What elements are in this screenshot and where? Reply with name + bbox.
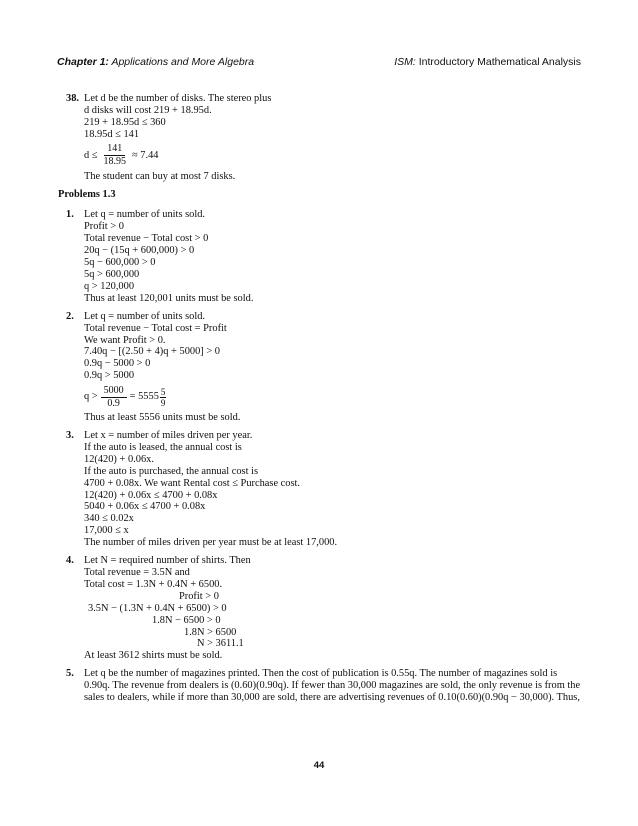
fraction	[101, 143, 130, 168]
header-book-title: Introductory Mathematical Analysis	[418, 56, 581, 68]
equation-step: N > 3611.1	[197, 638, 244, 650]
problem-5	[58, 668, 583, 704]
numerator: 5000	[101, 385, 127, 398]
text-line: Let d be the number of disks. The stereo plus	[84, 93, 272, 104]
text-line: 0.9q > 5000	[84, 370, 135, 382]
text-line: 4700 + 0.08x. We want Rental cost ≤ Purchase cost.	[84, 477, 301, 489]
header-chapter-label: Chapter 1:	[57, 56, 109, 68]
text-line: 12(420) + 0.06x.	[84, 453, 154, 465]
fraction-equation	[84, 382, 583, 412]
text-line: q > 120,000	[84, 280, 135, 292]
conclusion: The number of miles driven per year must be at least 17,000.	[84, 537, 338, 549]
text-line: 5q − 600,000 > 0	[84, 257, 156, 269]
text-line: Let q = number of units sold.	[84, 310, 206, 322]
text-line: If the auto is leased, the annual cost is	[84, 441, 242, 453]
denominator: 0.9	[107, 397, 120, 409]
conclusion: At least 3612 shirts must be sold.	[84, 650, 223, 662]
text-line: Total revenue − Total cost > 0	[84, 233, 209, 245]
denominator: 18.95	[103, 156, 126, 168]
equation-step: 3.5N − (1.3N + 0.4N + 6500) > 0	[88, 602, 227, 614]
problem-1	[58, 209, 583, 304]
text-line: 18.95d ≤ 141	[84, 128, 140, 140]
conclusion: The student can buy at most 7 disks.	[84, 170, 236, 182]
problem-number: 3.	[66, 430, 74, 442]
header-book-abbrev: ISM:	[394, 56, 416, 68]
text-line: 219 + 18.95d ≤ 360	[84, 116, 166, 128]
header-chapter-title: Applications and More Algebra	[111, 56, 255, 68]
text-line: Total revenue − Total cost = Profit	[84, 322, 227, 334]
problem-38	[58, 93, 583, 183]
header-book	[394, 56, 581, 68]
problem-number: 5.	[66, 668, 74, 680]
paragraph: Let q be the number of magazines printed. Then the cost of publication is 0.55q. The number of magazines sold is 0.90q. The revenue from dealers is (0.60)(0.90q). If fewer than 30,000 magazines are sold, the only revenue is from the sales to dealers, while if more than 30,000 are sold, there are advertising revenues of 0.10(0.60)(0.90q − 30,000). Thus,	[84, 668, 581, 704]
equation-step: 1.8N > 6500	[184, 626, 237, 638]
text-line: We want Profit > 0.	[84, 334, 166, 346]
fraction-equation	[84, 141, 583, 171]
text-line: Let x = number of miles driven per year.	[84, 430, 253, 442]
text-line: Profit > 0	[84, 221, 124, 233]
problem-number: 2.	[66, 310, 74, 322]
page-content	[58, 93, 583, 710]
fraction-left: q >	[84, 391, 98, 403]
problem-number: 1.	[66, 209, 74, 221]
page-number: 44	[313, 760, 325, 771]
conclusion: Thus at least 5556 units must be sold.	[84, 412, 241, 424]
text-line: 340 ≤ 0.02x	[84, 513, 134, 525]
fraction-left: d ≤	[84, 149, 98, 161]
equation-step: 1.8N − 6500 > 0	[152, 614, 221, 626]
text-line: 12(420) + 0.06x ≤ 4700 + 0.08x	[84, 489, 218, 501]
numerator: 141	[104, 143, 125, 156]
header-chapter	[57, 56, 254, 68]
conclusion: Thus at least 120,001 units must be sold.	[84, 292, 254, 304]
text-line: Total cost = 1.3N + 0.4N + 6500.	[84, 578, 223, 590]
denominator: 9	[160, 397, 166, 408]
text-line: 7.40q − [(2.50 + 4)q + 5000] > 0	[84, 346, 220, 358]
fraction-equals: = 5555	[129, 391, 159, 403]
text-line: 20q − (15q + 600,000) > 0	[84, 245, 195, 257]
text-line: d disks will cost 219 + 18.95d.	[84, 104, 212, 116]
text-line: 5040 + 0.06x ≤ 4700 + 0.08x	[84, 501, 206, 513]
numerator: 5	[160, 386, 166, 397]
section-title: Problems 1.3	[58, 188, 116, 200]
problem-2	[58, 311, 583, 424]
mixed-fraction	[160, 387, 167, 408]
text-line: 5q > 600,000	[84, 268, 140, 280]
fraction	[101, 385, 127, 410]
problem-4	[58, 555, 583, 662]
problem-number: 4.	[66, 555, 74, 567]
problem-3	[58, 430, 583, 549]
fraction-right: ≈ 7.44	[132, 149, 159, 161]
text-line: 0.9q − 5000 > 0	[84, 358, 151, 370]
text-line: 17,000 ≤ x	[84, 525, 129, 537]
text-line: Let q = number of units sold.	[84, 209, 206, 221]
equation-step: Profit > 0	[179, 590, 219, 602]
problem-number: 38.	[66, 93, 79, 104]
text-line: Let N = required number of shirts. Then	[84, 555, 251, 567]
page-header	[57, 56, 581, 72]
text-line: Total revenue = 3.5N and	[84, 567, 190, 578]
text-line: If the auto is purchased, the annual cost is	[84, 465, 258, 477]
